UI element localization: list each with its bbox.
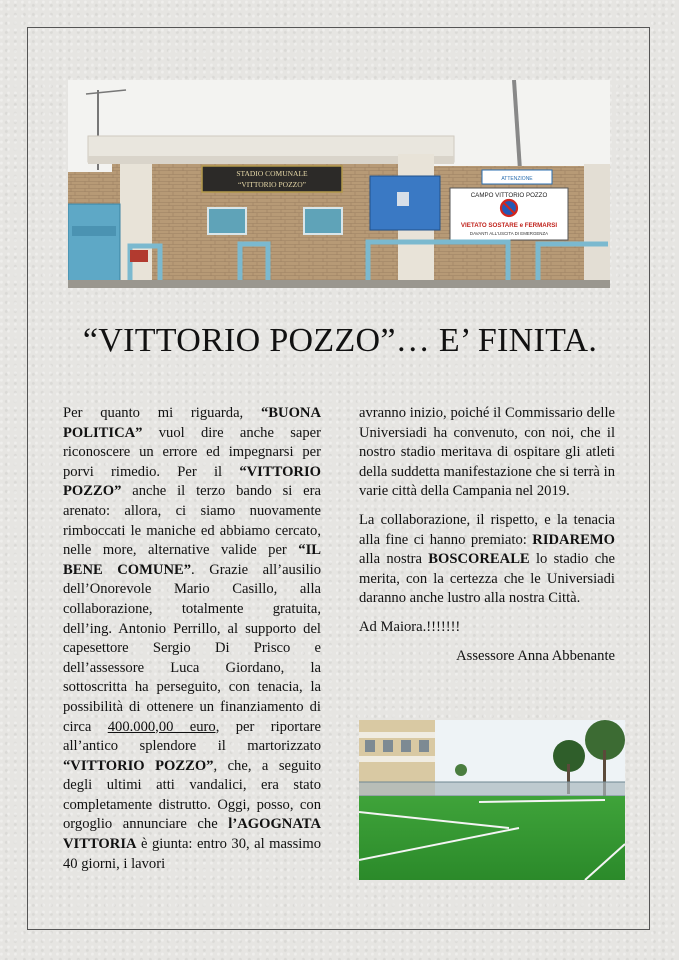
sign-right-line1: VIETATO SOSTARE e FERMARSI bbox=[460, 222, 558, 229]
text-run: Per quanto mi riguarda, bbox=[63, 405, 261, 421]
stadium-entrance-photo bbox=[68, 80, 610, 288]
paragraph-collaborazione bbox=[359, 511, 615, 609]
football-field-photo bbox=[359, 720, 625, 880]
text-run: vuol dire anche saper riconoscere un errore ed impegnarsi per porvi rimedio. Per il bbox=[63, 424, 321, 480]
funding-amount: 400.000,00 euro, bbox=[107, 718, 220, 735]
bold-il-bene-comune: “IL BENE COMUNE” bbox=[63, 542, 321, 578]
paragraph-universiadi: avranno inizio, poiché il Commissario delle Universiadi ha convenuto, con noi, che il nostro stadio meritava di ospitare gli atleti della suddetta manifestazione che si terrà in varie città della Campania nel 2019. bbox=[359, 405, 615, 500]
text-run: anche il terzo bando si era arenato: allora, ci siamo nuovamente rimboccati le maniche ed abbiamo cercato, nelle more, alternative valide per bbox=[63, 483, 321, 559]
svg-text:ATTENZIONE: ATTENZIONE bbox=[501, 176, 533, 182]
bold-boscoreale: BOSCOREALE bbox=[428, 551, 530, 568]
sign-main-line1: STADIO COMUNALE bbox=[236, 169, 308, 178]
text-run: è giunta: entro 30, al massimo 40 giorni, i lavori bbox=[63, 836, 321, 872]
closing-line: Ad Maiora.!!!!!!! bbox=[359, 618, 461, 635]
text-run: alla nostra bbox=[359, 551, 429, 568]
bold-agognata-vittoria: l’AGOGNATA VITTORIA bbox=[63, 816, 321, 853]
sign-right-line2: DAVANTI ALL'USCITA DI EMERGENZA bbox=[469, 231, 549, 236]
text-run: per riportare all’antico splendore il martorizzato bbox=[63, 718, 322, 755]
text-run: La collaborazione, il rispetto, e la tenacia alla fine ci hanno premiato: bbox=[359, 511, 615, 548]
headline: “VITTORIO POZZO”… E’ FINITA. bbox=[82, 322, 598, 359]
signature: Assessore Anna Abbenante bbox=[456, 647, 615, 664]
article-right-column bbox=[359, 404, 615, 675]
sign-right-title: CAMPO VITTORIO POZZO bbox=[470, 192, 548, 199]
sign-main-line2: “VITTORIO POZZO” bbox=[238, 180, 306, 189]
text-run: , che, a seguito degli ultimi atti vandalici, era stato completamente distrutto. Oggi, posso, con orgoglio annunciare che bbox=[63, 757, 321, 833]
bold-vittorio-pozzo-2: “VITTORIO POZZO” bbox=[63, 757, 214, 774]
article-left-column bbox=[63, 404, 321, 874]
bold-vittorio-pozzo: “VITTORIO POZZO” bbox=[63, 463, 321, 500]
text-run: lo stadio che merita, con la certezza che le Universiadi daranno anche lustro alla nostra Città. bbox=[359, 551, 615, 607]
bold-ridaremo: RIDAREMO bbox=[532, 531, 615, 548]
bold-buona-politica: “BUONA POLITICA” bbox=[63, 405, 321, 441]
text-run: . Grazie all’ausilio dell’Onorevole Mario Casillo, alla collaborazione, totalmente gratuita, dell’ing. Antonio Perrillo, al supporto del capesettore Sergio Di Prisco e dell’assessore Luca Giordano, la sottoscritta ha perseguito, con tenacia, la possibilità di ottenere un finanziamento di circa bbox=[63, 561, 321, 735]
